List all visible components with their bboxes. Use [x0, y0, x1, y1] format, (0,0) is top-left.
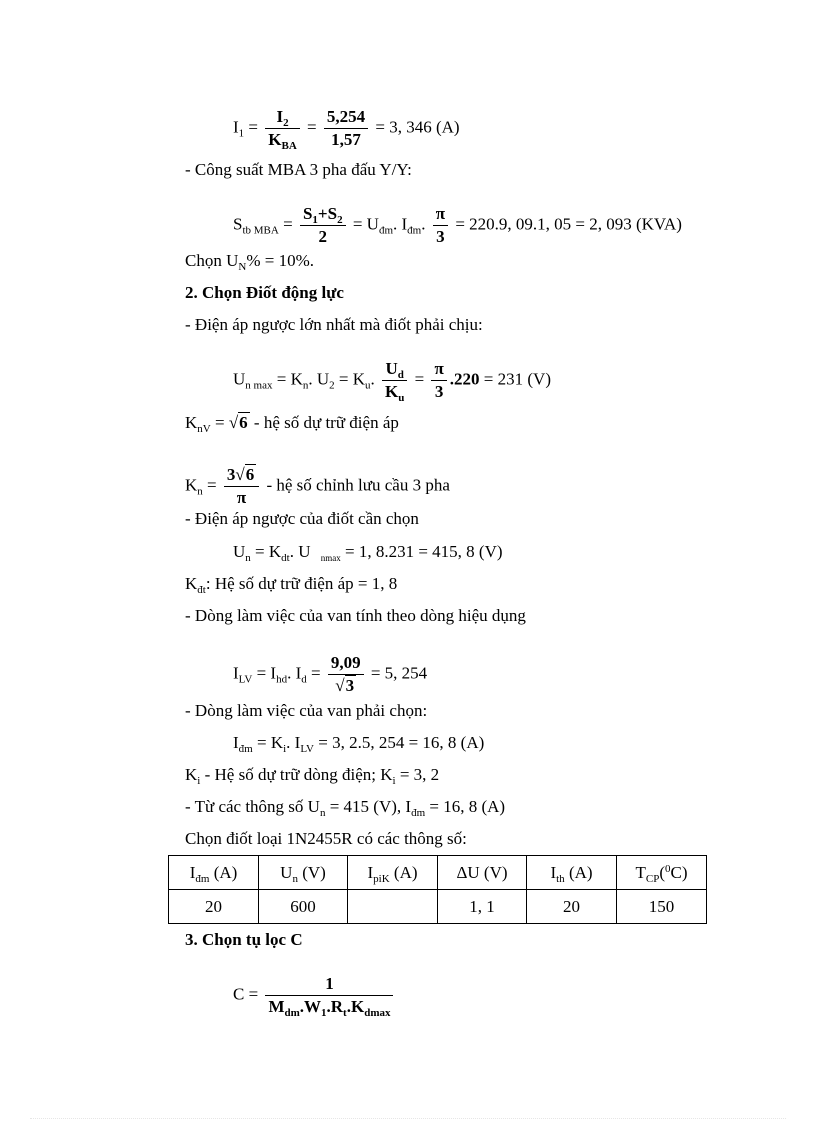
cell-un: 600: [259, 890, 348, 924]
text-dien-ap-diot: - Điện áp ngược của điốt cần chọn: [185, 509, 419, 528]
text-chon-diot-loai: Chọn điốt loại 1N2455R có các thông số:: [185, 829, 467, 848]
page-bottom-border: [30, 1118, 786, 1119]
cell-idm: 20: [169, 890, 259, 924]
equation-c: C = $\frac{1}{M_{dm}.W_1.R_t.K_{dmax}}$: [233, 973, 396, 1018]
header-tcp: $T_{CP}(^0C)$: [617, 856, 707, 890]
header-delta-u: ΔU (V): [438, 856, 527, 890]
equation-kn: $K_n$ = $\frac{3√6}{\pi}$ - hệ số chỉnh lưu cầu 3 pha: [185, 465, 450, 507]
header-ith: $I_{th}$ (A): [527, 856, 617, 890]
text-chon-un: Chọn $U_N\% = 10\%$.: [185, 251, 314, 273]
equation-un-max: $U_{n max} = K_n$. $U_2 = K_u$. $\frac{U_d}{K_u}$ = $\frac{\pi}{3}$ .220 = 231 (V): [233, 359, 551, 404]
cell-delta-u: 1, 1: [438, 890, 527, 924]
table-row: [169, 890, 707, 924]
equation-knv: $K_{nV} = √6$ - hệ số dự trữ điện áp: [185, 413, 399, 435]
text-ki: $K_i$ - Hệ số dự trữ dòng điện; $K_i = 3$, 2: [185, 765, 440, 787]
header-un: $U_n$ (V): [259, 856, 348, 890]
header-idm: $I_{đm}$ (A): [169, 856, 259, 890]
text-dong-lam-viec: - Dòng làm việc của van tính theo dòng hiệu dụng: [185, 606, 526, 625]
text-cong-suat: - Công suất MBA 3 pha đấu Y/Y:: [185, 160, 412, 179]
cell-ipik: [348, 890, 438, 924]
equation-un: $U_n = K_{dt}$. U $_{nmax}$ = 1, 8.231 = 415, 8 (V): [233, 542, 503, 564]
cell-tcp: 150: [617, 890, 707, 924]
cell-ith: 20: [527, 890, 617, 924]
diode-spec-table: [168, 855, 707, 924]
table-header-row: [169, 856, 707, 890]
heading-chon-diot: 2. Chọn Điốt động lực: [185, 283, 344, 302]
equation-ilv: $I_{LV} = I_{hd}$. $I_d$ = $\frac{9,09}{√3}$ = 5, 254: [233, 653, 428, 695]
text-tu-cac-thong-so: - Từ các thông số $U_n = 415$ (V), $I_{đm} = 16$, 8 (A): [185, 797, 506, 819]
header-ipik: $I_{piK}$ (A): [348, 856, 438, 890]
equation-i1: $I_1$ = $\frac{I_2}{K_{BA}}$ = $\frac{5,254}{1,57}$ = 3, 346 (A): [233, 107, 460, 152]
heading-chon-tu-loc: 3. Chọn tụ lọc C: [185, 930, 303, 949]
text-kdt: $K_{đt}$: Hệ số dự trữ điện áp = 1, 8: [185, 574, 398, 596]
equation-idm: $I_{đm} = K_i$. $I_{LV} = 3$, 2.5, 254 = 16, 8 (A): [233, 733, 485, 755]
text-dong-phai-chon: - Dòng làm việc của van phải chọn:: [185, 701, 428, 720]
text-dien-ap-nguoc: - Điện áp ngược lớn nhất mà điốt phải chịu:: [185, 315, 483, 334]
equation-s-tb: $S_{tb MBA}$ = $\frac{S_1+S_2}{2}$ = $U_{đm}$. $I_{đm}$. $\frac{\pi}{3}$ = 220.9, 09.1, 05 = 2, 093 (KVA): [233, 204, 682, 246]
